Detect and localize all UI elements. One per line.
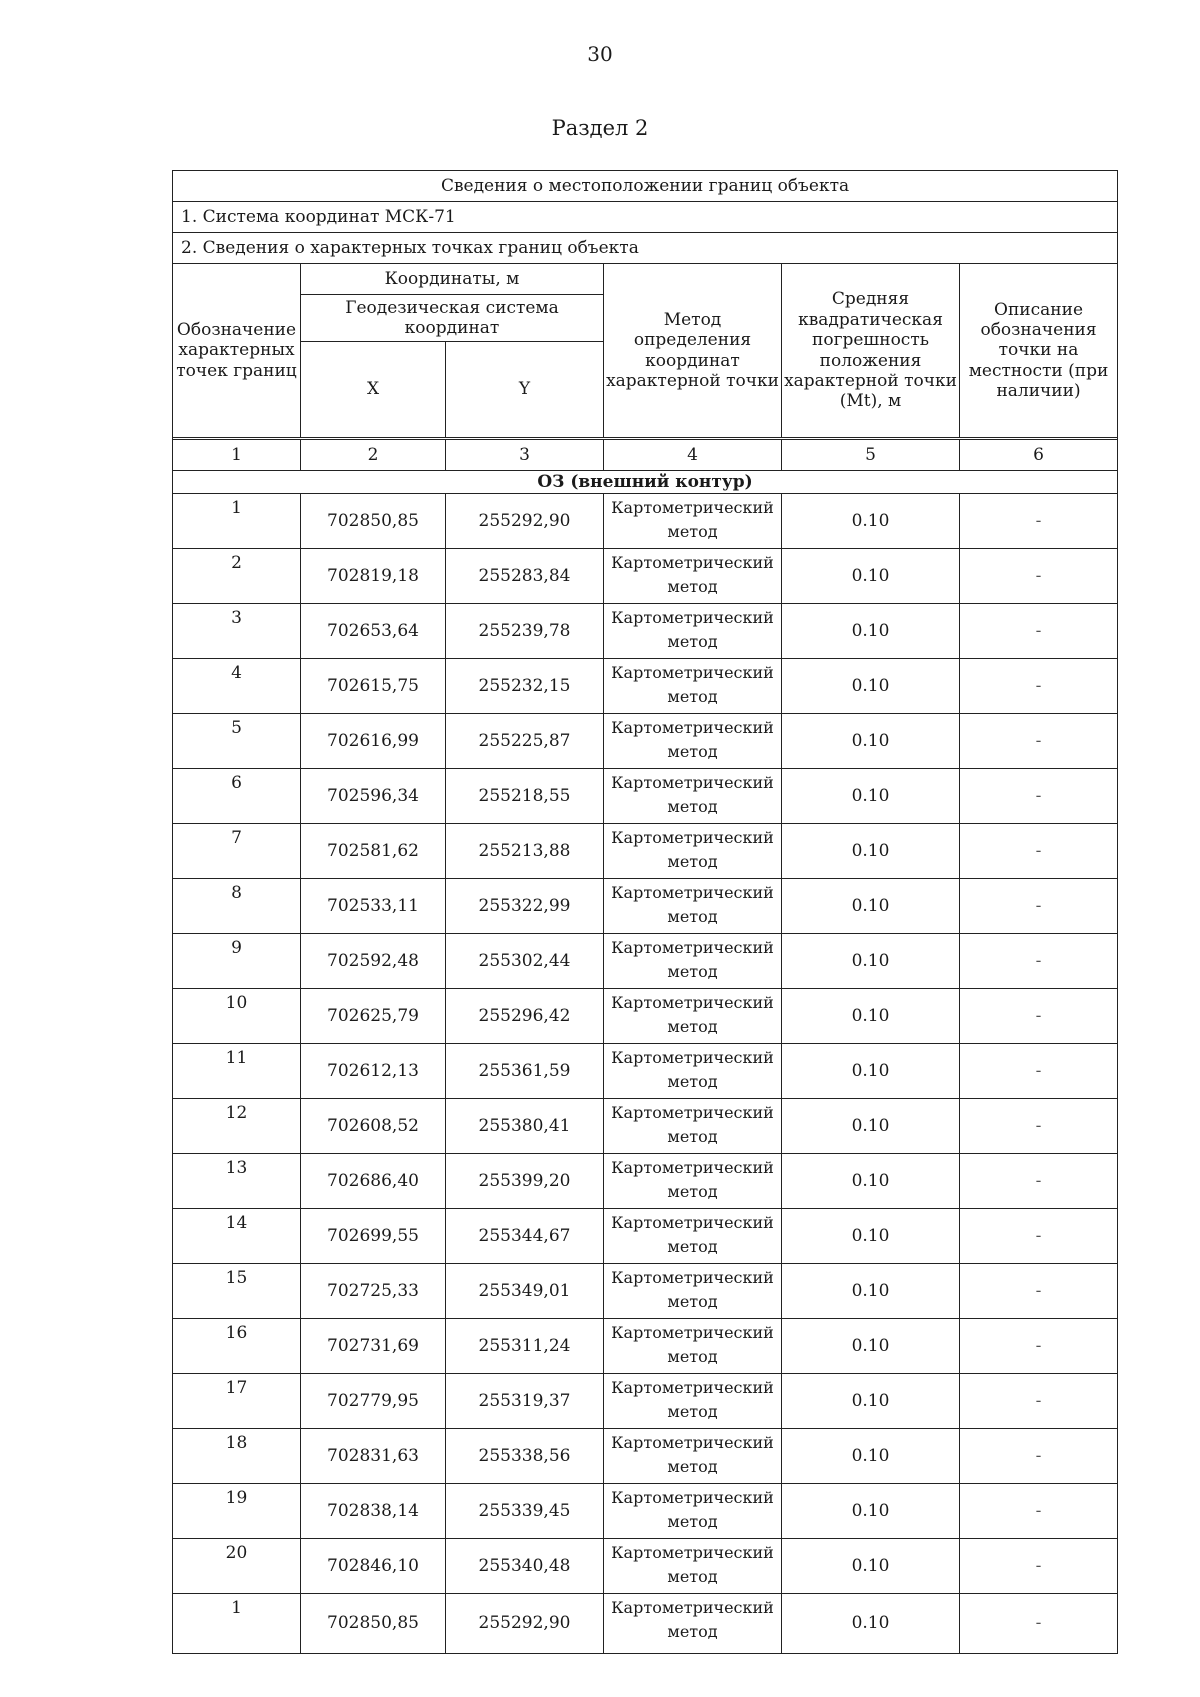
x-cell: 702615,75 (301, 659, 446, 714)
table-row (173, 879, 1118, 934)
method-cell: Картометрический метод (604, 1099, 782, 1154)
table-row (173, 1539, 1118, 1594)
error-cell: 0.10 (782, 1044, 960, 1099)
error-cell: 0.10 (782, 1154, 960, 1209)
x-cell: 702612,13 (301, 1044, 446, 1099)
boundary-points-table (172, 170, 1118, 1654)
error-cell: 0.10 (782, 934, 960, 989)
y-cell: 255340,48 (446, 1539, 604, 1594)
y-cell: 255339,45 (446, 1484, 604, 1539)
description-cell: - (960, 1374, 1118, 1429)
error-cell: 0.10 (782, 1594, 960, 1654)
y-cell: 255319,37 (446, 1374, 604, 1429)
method-cell: Картометрический метод (604, 1044, 782, 1099)
point-cell: 18 (173, 1429, 301, 1484)
table-row (173, 934, 1118, 989)
y-cell: 255380,41 (446, 1099, 604, 1154)
method-cell: Картометрический метод (604, 1209, 782, 1264)
table-row (173, 1154, 1118, 1209)
table-row (173, 604, 1118, 659)
method-cell: Картометрический метод (604, 879, 782, 934)
description-cell: - (960, 1484, 1118, 1539)
method-cell: Картометрический метод (604, 604, 782, 659)
x-cell: 702731,69 (301, 1319, 446, 1374)
method-cell: Картометрический метод (604, 934, 782, 989)
method-cell: Картометрический метод (604, 1264, 782, 1319)
header-x: X (301, 342, 446, 438)
x-cell: 702686,40 (301, 1154, 446, 1209)
x-cell: 702616,99 (301, 714, 446, 769)
column-number: 2 (301, 440, 446, 471)
x-cell: 702608,52 (301, 1099, 446, 1154)
y-cell: 255296,42 (446, 989, 604, 1044)
x-cell: 702831,63 (301, 1429, 446, 1484)
description-cell: - (960, 604, 1118, 659)
y-cell: 255302,44 (446, 934, 604, 989)
y-cell: 255344,67 (446, 1209, 604, 1264)
x-cell: 702850,85 (301, 1594, 446, 1654)
point-cell: 16 (173, 1319, 301, 1374)
error-cell: 0.10 (782, 714, 960, 769)
error-cell: 0.10 (782, 1484, 960, 1539)
error-cell: 0.10 (782, 824, 960, 879)
error-cell: 0.10 (782, 1429, 960, 1484)
error-cell: 0.10 (782, 1209, 960, 1264)
description-cell: - (960, 494, 1118, 549)
table-row (173, 1044, 1118, 1099)
header-geodetic-system: Геодезическая система координат (301, 295, 604, 342)
y-cell: 255338,56 (446, 1429, 604, 1484)
header-coordinates: Координаты, м (301, 264, 604, 295)
x-cell: 702625,79 (301, 989, 446, 1044)
header-y: Y (446, 342, 604, 438)
y-cell: 255239,78 (446, 604, 604, 659)
table-row (173, 659, 1118, 714)
point-cell: 8 (173, 879, 301, 934)
error-cell: 0.10 (782, 494, 960, 549)
description-cell: - (960, 1594, 1118, 1654)
table-row (173, 1099, 1118, 1154)
x-cell: 702850,85 (301, 494, 446, 549)
x-cell: 702592,48 (301, 934, 446, 989)
point-cell: 13 (173, 1154, 301, 1209)
table-row (173, 1374, 1118, 1429)
description-cell: - (960, 1429, 1118, 1484)
y-cell: 255213,88 (446, 824, 604, 879)
header-method: Метод определения координат характерной точки (604, 264, 782, 438)
method-cell: Картометрический метод (604, 659, 782, 714)
table-row (173, 824, 1118, 879)
description-cell: - (960, 714, 1118, 769)
point-cell: 6 (173, 769, 301, 824)
point-cell: 10 (173, 989, 301, 1044)
x-cell: 702581,62 (301, 824, 446, 879)
method-cell: Картометрический метод (604, 989, 782, 1044)
description-cell: - (960, 1319, 1118, 1374)
point-cell: 7 (173, 824, 301, 879)
x-cell: 702838,14 (301, 1484, 446, 1539)
point-cell: 1 (173, 494, 301, 549)
table-row (173, 549, 1118, 604)
y-cell: 255399,20 (446, 1154, 604, 1209)
table-row (173, 494, 1118, 549)
x-cell: 702596,34 (301, 769, 446, 824)
y-cell: 255311,24 (446, 1319, 604, 1374)
point-cell: 5 (173, 714, 301, 769)
error-cell: 0.10 (782, 1539, 960, 1594)
table-row (173, 1264, 1118, 1319)
table-row (173, 1319, 1118, 1374)
y-cell: 255361,59 (446, 1044, 604, 1099)
table-row (173, 1484, 1118, 1539)
y-cell: 255283,84 (446, 549, 604, 604)
error-cell: 0.10 (782, 989, 960, 1044)
y-cell: 255225,87 (446, 714, 604, 769)
method-cell: Картометрический метод (604, 714, 782, 769)
description-cell: - (960, 824, 1118, 879)
x-cell: 702779,95 (301, 1374, 446, 1429)
x-cell: 702846,10 (301, 1539, 446, 1594)
point-cell: 11 (173, 1044, 301, 1099)
section-title: Раздел 2 (551, 116, 649, 140)
points-info-line: 2. Сведения о характерных точках границ объекта (173, 233, 1118, 264)
point-cell: 20 (173, 1539, 301, 1594)
page-number: 30 (587, 42, 613, 66)
method-cell: Картометрический метод (604, 494, 782, 549)
point-cell: 19 (173, 1484, 301, 1539)
point-cell: 3 (173, 604, 301, 659)
description-cell: - (960, 1044, 1118, 1099)
x-cell: 702819,18 (301, 549, 446, 604)
description-cell: - (960, 989, 1118, 1044)
error-cell: 0.10 (782, 604, 960, 659)
column-number: 6 (960, 440, 1118, 471)
column-number: 5 (782, 440, 960, 471)
description-cell: - (960, 1539, 1118, 1594)
y-cell: 255292,90 (446, 494, 604, 549)
error-cell: 0.10 (782, 659, 960, 714)
description-cell: - (960, 1154, 1118, 1209)
x-cell: 702725,33 (301, 1264, 446, 1319)
column-number: 1 (173, 440, 301, 471)
error-cell: 0.10 (782, 769, 960, 824)
point-cell: 17 (173, 1374, 301, 1429)
method-cell: Картометрический метод (604, 824, 782, 879)
description-cell: - (960, 879, 1118, 934)
x-cell: 702653,64 (301, 604, 446, 659)
description-cell: - (960, 1264, 1118, 1319)
point-cell: 1 (173, 1594, 301, 1654)
description-cell: - (960, 769, 1118, 824)
y-cell: 255322,99 (446, 879, 604, 934)
error-cell: 0.10 (782, 1319, 960, 1374)
description-cell: - (960, 549, 1118, 604)
table-row (173, 1594, 1118, 1654)
y-cell: 255292,90 (446, 1594, 604, 1654)
point-cell: 2 (173, 549, 301, 604)
header-error: Средняя квадратическая погрешность положения характерной точки (Mt), м (782, 264, 960, 438)
zone-title: ОЗ (внешний контур) (173, 471, 1118, 494)
header-description: Описание обозначения точки на местности (при наличии) (960, 264, 1118, 438)
y-cell: 255349,01 (446, 1264, 604, 1319)
table-row (173, 769, 1118, 824)
table-row (173, 714, 1118, 769)
error-cell: 0.10 (782, 1264, 960, 1319)
y-cell: 255232,15 (446, 659, 604, 714)
y-cell: 255218,55 (446, 769, 604, 824)
method-cell: Картометрический метод (604, 1484, 782, 1539)
method-cell: Картометрический метод (604, 1374, 782, 1429)
point-cell: 14 (173, 1209, 301, 1264)
error-cell: 0.10 (782, 1374, 960, 1429)
x-cell: 702699,55 (301, 1209, 446, 1264)
point-cell: 12 (173, 1099, 301, 1154)
table-row (173, 989, 1118, 1044)
method-cell: Картометрический метод (604, 769, 782, 824)
point-cell: 15 (173, 1264, 301, 1319)
method-cell: Картометрический метод (604, 1539, 782, 1594)
method-cell: Картометрический метод (604, 1319, 782, 1374)
error-cell: 0.10 (782, 879, 960, 934)
method-cell: Картометрический метод (604, 549, 782, 604)
method-cell: Картометрический метод (604, 1429, 782, 1484)
table-title: Сведения о местоположении границ объекта (173, 171, 1118, 202)
method-cell: Картометрический метод (604, 1594, 782, 1654)
description-cell: - (960, 1209, 1118, 1264)
description-cell: - (960, 659, 1118, 714)
error-cell: 0.10 (782, 1099, 960, 1154)
column-number: 3 (446, 440, 604, 471)
point-cell: 4 (173, 659, 301, 714)
column-number: 4 (604, 440, 782, 471)
header-point: Обозначение характерных точек границ (173, 264, 301, 438)
description-cell: - (960, 934, 1118, 989)
description-cell: - (960, 1099, 1118, 1154)
error-cell: 0.10 (782, 549, 960, 604)
point-cell: 9 (173, 934, 301, 989)
method-cell: Картометрический метод (604, 1154, 782, 1209)
coordinate-system-line: 1. Система координат МСК-71 (173, 202, 1118, 233)
x-cell: 702533,11 (301, 879, 446, 934)
table-row (173, 1209, 1118, 1264)
table-row (173, 1429, 1118, 1484)
